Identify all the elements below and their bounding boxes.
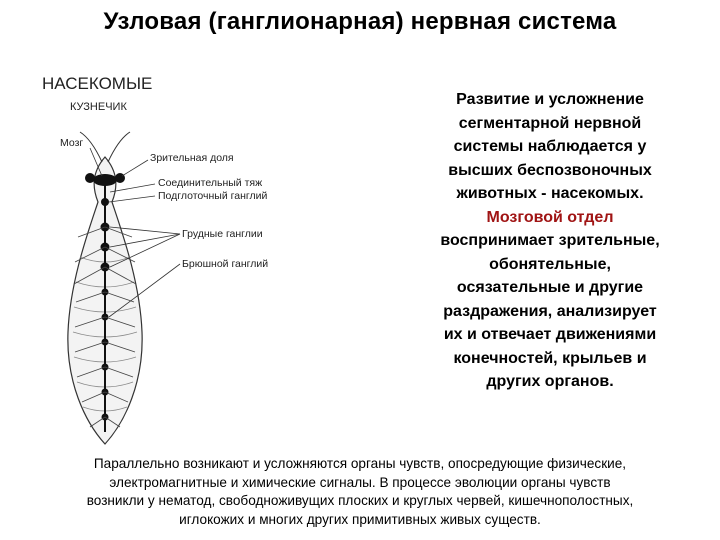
figure-heading: НАСЕКОМЫЕ — [42, 74, 153, 93]
antenna-right — [108, 132, 130, 162]
bottom-line: возникли у нематод, свободноживущих плоских и круглых червей, кишечнополостных, — [86, 493, 634, 508]
side-line: воспринимает зрительные, — [440, 232, 660, 249]
bottom-line: электромагнитные и химические сигналы. В процессе эволюции органы чувств — [109, 474, 611, 490]
figure-subheading: КУЗНЕЧИК — [70, 101, 127, 113]
side-line: раздражения, анализирует — [443, 302, 657, 320]
bottom-paragraph — [4, 455, 716, 529]
side-line: системы наблюдается у — [453, 138, 647, 155]
label-subesophageal: Подглоточный ганглий — [158, 190, 268, 202]
side-line: сегментарной нервной — [458, 114, 642, 132]
optic-lobe-left — [85, 173, 95, 183]
label-optic-lobe: Зрительная доля — [150, 152, 234, 164]
side-line: конечностей, крыльев и — [453, 349, 647, 367]
label-brain: Мозг — [60, 137, 84, 149]
label-thoracic: Грудные ганглии — [182, 228, 263, 240]
optic-lobe-right — [115, 173, 125, 183]
side-line: осязательные и другие — [456, 279, 644, 296]
label-connective: Соединительный тяж — [158, 177, 263, 189]
insect-figure — [30, 62, 420, 452]
side-line: обонятельные, — [489, 255, 611, 273]
side-line: их и отвечает движениями — [443, 326, 657, 343]
side-line: высших беспозвоночных — [448, 161, 652, 179]
label-abdominal: Брюшной ганглий — [182, 258, 269, 270]
brain-ganglion — [93, 174, 117, 186]
side-line: Развитие и усложнение — [456, 91, 644, 108]
side-description — [405, 88, 695, 394]
side-line-highlight: Мозговой отдел — [486, 208, 614, 226]
page-title: Узловая (ганглионарная) нервная система — [103, 8, 617, 35]
side-line: животных - насекомых. — [456, 185, 644, 202]
bottom-line: Параллельно возникают и усложняются органы чувств, опосредующие физические, — [93, 456, 627, 471]
bottom-line: иглокожих и многих других примитивных живых существ. — [179, 511, 541, 527]
grasshopper-nervous-system-drawing — [30, 62, 420, 452]
side-line: других органов. — [486, 373, 614, 390]
antenna-left — [80, 132, 102, 162]
